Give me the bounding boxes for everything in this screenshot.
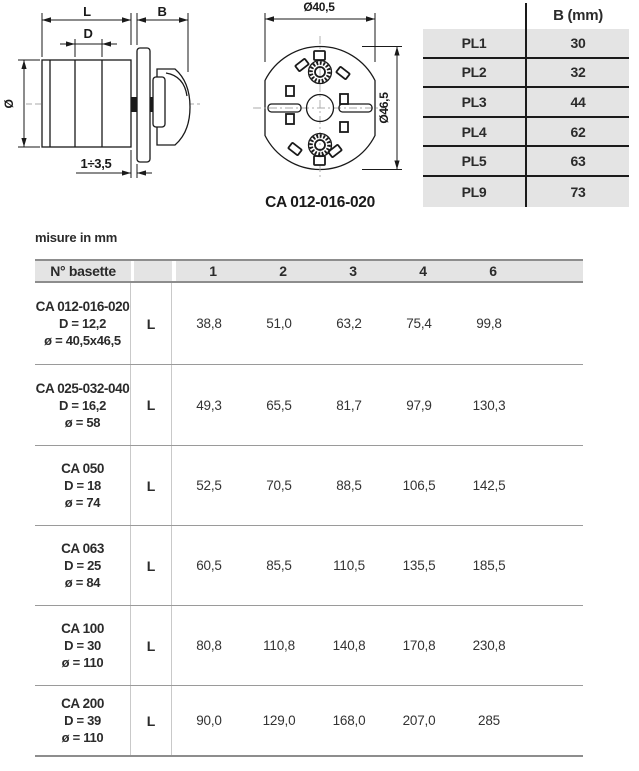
col-header: 2 — [279, 263, 287, 279]
value-cell: 88,5 — [336, 478, 362, 493]
dim-label-diameter: Ø — [2, 99, 16, 109]
table-row — [35, 446, 583, 526]
table-row — [423, 88, 629, 118]
value-cell: 52,5 — [196, 478, 222, 493]
product-diameter: ø = 110 — [61, 655, 104, 670]
dim-label-D: D — [83, 26, 93, 41]
product-d: D = 25 — [64, 558, 101, 573]
pl-value: 32 — [570, 64, 586, 81]
units-note: misure in mm — [35, 230, 118, 245]
value-cell: 142,5 — [472, 478, 506, 493]
values-cells — [172, 606, 583, 685]
dimension-D — [60, 26, 117, 57]
value-cell: 90,0 — [196, 713, 222, 728]
value-cell: 63,2 — [336, 316, 362, 331]
value-cell: 135,5 — [402, 558, 436, 573]
value-cell: 129,0 — [262, 713, 296, 728]
l-cell: L — [131, 686, 172, 755]
value-cell: 65,5 — [266, 397, 292, 413]
value-cell: 85,5 — [266, 558, 292, 573]
pl-label: PL9 — [423, 177, 527, 207]
table-row — [423, 59, 629, 89]
table-row — [423, 177, 629, 207]
col-header: 4 — [419, 263, 427, 279]
value-cell: 99,8 — [476, 316, 502, 331]
l-cell: L — [131, 283, 172, 364]
values-cells — [172, 446, 583, 525]
product-name: CA 012-016-020 — [35, 299, 130, 314]
pl-label: PL1 — [423, 29, 527, 57]
product-d: D = 39 — [64, 713, 101, 728]
pl-value: 63 — [570, 153, 586, 170]
product-diameter: ø = 58 — [64, 414, 101, 430]
value-cell: 49,3 — [196, 397, 222, 413]
front-view-caption: CA 012-016-020 — [265, 194, 375, 211]
col-header-basette: N° basette — [35, 261, 131, 281]
value-cell: 130,3 — [472, 397, 506, 413]
product-diameter: ø = 74 — [64, 495, 101, 510]
value-cell: 170,8 — [402, 638, 436, 653]
product-cell — [35, 365, 131, 445]
pl-label: PL5 — [423, 147, 527, 175]
product-name: CA 050 — [61, 461, 104, 476]
value-cell: 81,7 — [336, 397, 362, 413]
value-cell: 110,8 — [263, 638, 295, 653]
value-cell: 75,4 — [406, 316, 432, 331]
product-cell — [35, 283, 131, 364]
col-header-empty — [134, 261, 172, 281]
dim-label-gap: 1÷3,5 — [80, 156, 112, 171]
product-d: D = 30 — [64, 638, 101, 653]
col-header: 1 — [209, 263, 217, 279]
product-d: D = 18 — [64, 478, 101, 493]
product-cell — [35, 446, 131, 525]
value-cell: 106,5 — [402, 478, 436, 493]
l-cell: L — [131, 606, 172, 685]
dim-label-diameter-46: Ø46,5 — [377, 92, 391, 124]
product-d: D = 12,2 — [58, 316, 107, 331]
b-table-header-empty — [423, 3, 527, 29]
pl-value: 44 — [570, 93, 586, 110]
product-name: CA 063 — [61, 541, 104, 556]
product-name: CA 200 — [61, 696, 104, 711]
value-cell: 97,9 — [406, 397, 432, 413]
product-d: D = 16,2 — [58, 397, 107, 413]
dim-label-L: L — [83, 4, 91, 19]
dim-label-B: B — [157, 4, 167, 19]
product-name: CA 100 — [61, 621, 104, 636]
b-table-header: B (mm) — [553, 7, 603, 24]
value-cell: 60,5 — [196, 558, 222, 573]
values-cells — [172, 686, 583, 755]
value-cell: 51,0 — [266, 316, 292, 331]
dimension-diameter — [2, 60, 40, 147]
pl-value: 30 — [570, 34, 586, 51]
table-row — [35, 526, 583, 606]
product-diameter: ø = 84 — [64, 575, 101, 590]
product-cell — [35, 606, 131, 685]
col-header: 3 — [349, 263, 357, 279]
switch-body — [42, 60, 131, 147]
pl-label: PL4 — [423, 118, 527, 146]
value-cell: 230,8 — [472, 638, 506, 653]
value-cell: 140,8 — [332, 638, 366, 653]
value-cell: 70,5 — [266, 478, 292, 493]
front-view-drawing — [225, 0, 425, 215]
l-cell: L — [131, 365, 172, 445]
table-row — [423, 29, 629, 59]
values-cells — [172, 526, 583, 605]
l-cell: L — [131, 526, 172, 605]
col-header-numbers — [176, 261, 583, 281]
table-row — [35, 606, 583, 686]
table-row — [35, 686, 583, 757]
col-header: 6 — [489, 263, 497, 279]
flange-and-knob — [131, 48, 190, 162]
values-cells — [172, 283, 583, 364]
value-cell: 168,0 — [332, 713, 366, 728]
value-cell: 38,8 — [196, 316, 222, 331]
b-table-header-row — [423, 3, 629, 29]
value-cell: 110,5 — [333, 558, 365, 573]
table-row — [35, 283, 583, 365]
product-cell — [35, 526, 131, 605]
dimensions-table — [35, 259, 583, 757]
values-cells — [172, 365, 583, 445]
table-row — [35, 365, 583, 446]
pl-label: PL2 — [423, 59, 527, 87]
value-cell: 80,8 — [196, 638, 222, 653]
product-cell — [35, 686, 131, 755]
side-view-drawing — [0, 0, 225, 200]
product-diameter: ø = 40,5x46,5 — [44, 333, 121, 348]
l-cell: L — [131, 446, 172, 525]
main-table-header-row — [35, 259, 583, 283]
product-diameter: ø = 110 — [61, 730, 104, 745]
pl-value: 73 — [570, 183, 586, 200]
dim-label-width: Ø40,5 — [303, 0, 335, 14]
value-cell: 185,5 — [472, 558, 506, 573]
pl-value: 62 — [570, 123, 586, 140]
b-dimension-table — [423, 3, 629, 207]
pl-label: PL3 — [423, 88, 527, 116]
value-cell: 207,0 — [402, 713, 436, 728]
table-row — [423, 118, 629, 148]
table-row — [423, 147, 629, 177]
product-name: CA 025-032-040 — [35, 380, 130, 396]
value-cell: 285 — [478, 713, 500, 728]
